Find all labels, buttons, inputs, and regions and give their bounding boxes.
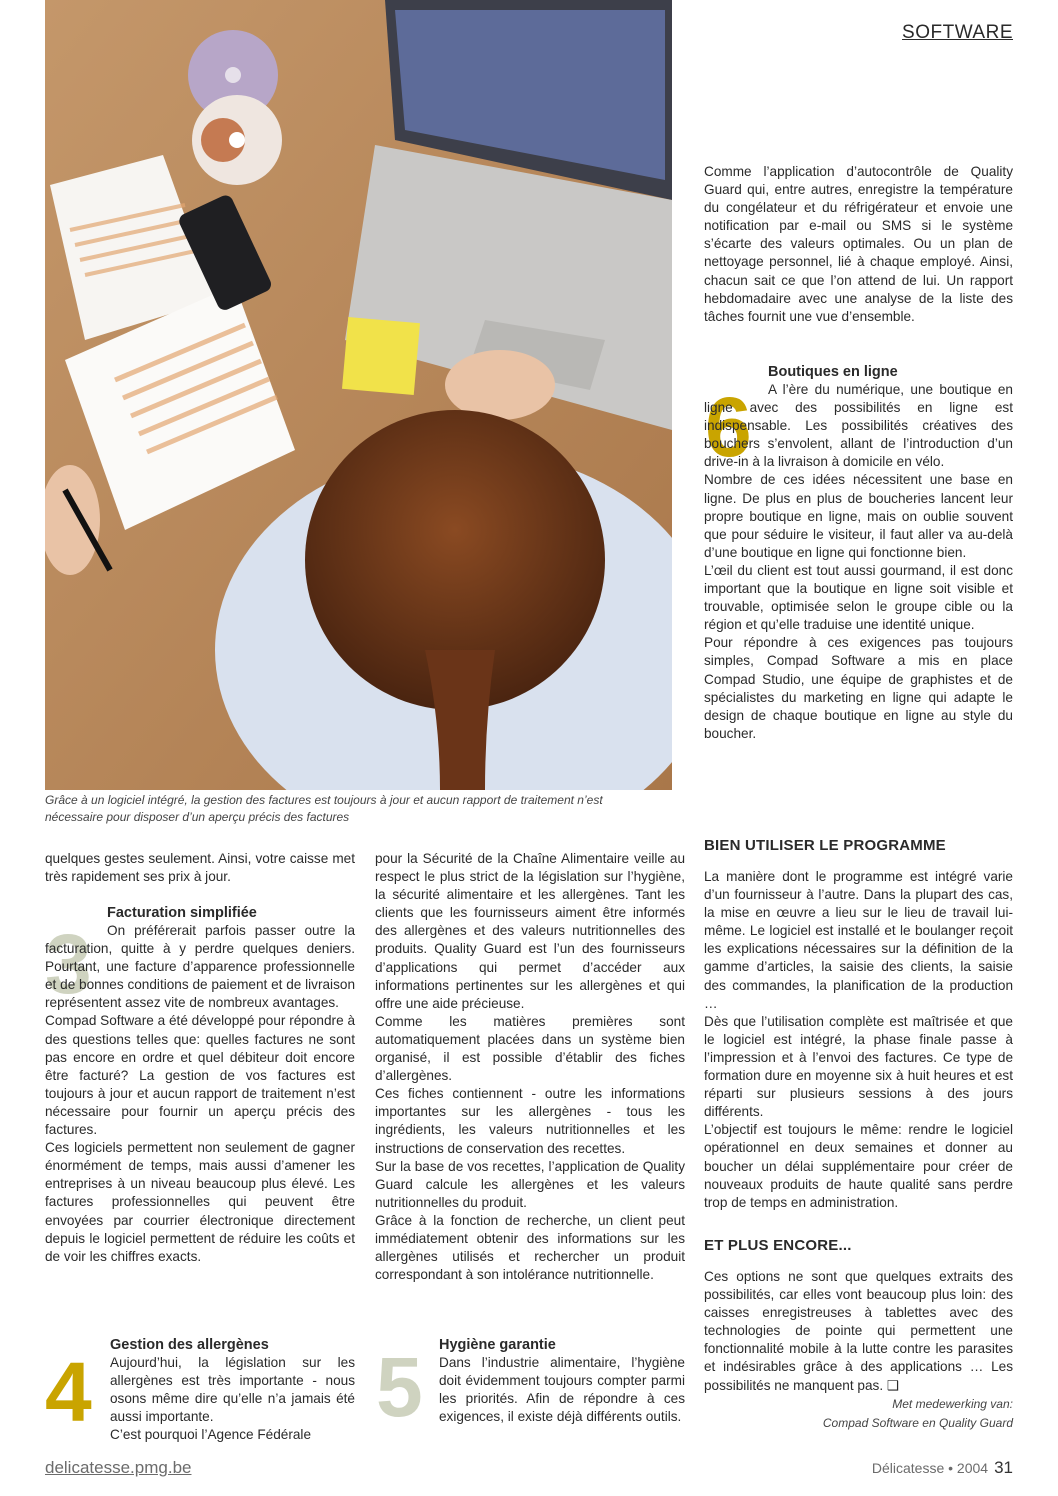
section-3-paragraph-1: On préférerait parfois passer outre la facturation, quitte à y perdre quelques deniers. Pourtant, une facture d’apparence professionnelle et de bonnes conditions de paiement et de livraison représentent assez vite de nombreux avantages. bbox=[45, 923, 355, 1011]
bien-utiliser-paragraph-3: L’objectif est toujours le même: rendre le logiciel opérationnel en deux semaines et donner au boucher un délai supplémentaire pour créer de nouveaux produits de haute qualité sans perdre trop de temps en administration. bbox=[704, 1122, 1013, 1210]
section-number-3: 3 bbox=[45, 917, 92, 1011]
section-6-paragraph-3: L’œil du client est tout aussi gourmand, il est donc important que la boutique en ligne soit visible et trouvable, optimisée selon le groupe cible ou la région et qu’elle traduise une identité unique. bbox=[704, 562, 1013, 633]
section-number-4: 4 bbox=[45, 1345, 92, 1439]
col3-paragraph-1: Comme l’application d’autocontrôle de Quality Guard qui, entre autres, enregistre la température du congélateur et du réfrigérateur et envoie une notification par e-mail ou SMS si le système s’écarte des valeurs optimales. Ou un plan de nettoyage personnel, lié à chaque employé. Ainsi, chacun sait ce que l’on attend de lui. Un rapport hebdomadaire avec une analyse de la liste des tâches fournit une vue d’ensemble. bbox=[704, 164, 1013, 324]
section-3-paragraph-3: Ces logiciels permettent non seulement de gagner énormément de temps, mais aussi d’amener les entreprises à un niveau beaucoup plus élevé. Les factures professionnelles qui peuvent être envoyées par courrier électronique directement depuis le logiciel permettent de réduire les coûts et de voir les chiffres exacts. bbox=[45, 1140, 355, 1264]
plus-encore-text: Ces options ne sont que quelques extraits des possibilités, car elles vont beaucoup plus loin: des caisses enregistreuses à tablettes avec des technologies de pointe qui permettent une fonctionnalité mobile à la lutte contre les parasites et indésirables grâce à des applications … Les possibilités ne manquent pas. bbox=[704, 1269, 1013, 1393]
section-tag: SOFTWARE bbox=[902, 22, 1013, 43]
column-3-top bbox=[704, 163, 1013, 326]
section-4-body bbox=[110, 1336, 355, 1444]
heading-bien-utiliser: BIEN UTILISER LE PROGRAMME bbox=[704, 837, 946, 854]
col2-paragraph-1: pour la Sécurité de la Chaîne Alimentaire veille au respect le plus strict de la législation sur l’hygiène, la sécurité alimentaire et les allergènes. Tant les clients que les fournisseurs aiment être informés des allergènes et des valeurs nutritionnelles des produits. Quality Guard est l’un des fournisseurs d’applications qui permet d’accéder aux informations pertinentes sur les allergènes et qui offre une aide précieuse. bbox=[375, 851, 685, 1011]
plus-encore-paragraph bbox=[704, 1268, 1013, 1395]
section-3-head bbox=[107, 904, 355, 922]
column-1 bbox=[45, 850, 355, 886]
section-4-title: Gestion des allergènes bbox=[110, 1337, 269, 1353]
section-bien-utiliser bbox=[704, 837, 1013, 1212]
section-3-body bbox=[45, 917, 355, 1266]
col2-paragraph-5: Grâce à la fonction de recherche, un client peut immédiatement obtenir des informations sur les allergènes utilisés et rechercher un produit correspondant à son intolérance nutritionnelle. bbox=[375, 1212, 685, 1283]
intro-paragraph: quelques gestes seulement. Ainsi, votre caisse met très rapidement ses prix à jour. bbox=[45, 851, 355, 885]
credit-line-2: Compad Software en Quality Guard bbox=[822, 1415, 1013, 1430]
magazine-issue: Délicatesse • 2004 bbox=[871, 1460, 989, 1476]
end-mark-icon: ❑ bbox=[886, 1377, 900, 1393]
col2-paragraph-4: Sur la base de vos recettes, l’application de Quality Guard calcule les allergènes et les valeurs nutritionnelles du produit. bbox=[375, 1158, 685, 1210]
section-6-paragraph-4: Pour répondre à ces exigences pas toujours simples, Compad Software a mis en place Compad Studio, une équipe de graphistes et de spécialistes du marketing en ligne qui adapte le design de chaque boutique en ligne au style du boucher. bbox=[704, 635, 1013, 741]
section-5-title: Hygiène garantie bbox=[439, 1337, 556, 1353]
heading-plus-encore: ET PLUS ENCORE... bbox=[704, 1237, 852, 1254]
hand bbox=[445, 350, 555, 420]
section-number-6: 6 bbox=[705, 380, 752, 474]
section-6-title: Boutiques en ligne bbox=[768, 364, 898, 380]
section-number-5: 5 bbox=[376, 1340, 423, 1434]
section-plus-encore bbox=[704, 1237, 1013, 1433]
article-photo bbox=[45, 0, 672, 790]
desk-illustration bbox=[45, 0, 672, 790]
photo-caption: Grâce à un logiciel intégré, la gestion des factures est toujours à jour et aucun rapport de traitement n’est nécessaire pour disposer d’un aperçu précis des factures bbox=[45, 793, 603, 824]
section-6-paragraph-2: Nombre de ces idées nécessitent une base en ligne. De plus en plus de boucheries lancent leur propre boutique en ligne, mais on oublie souvent que pour séduire le visiteur, il faut aller va au-delà d’une boutique en ligne qui fonctionne bien. bbox=[704, 472, 1013, 560]
section-5-paragraph-1: Dans l’industrie alimentaire, l’hygiène doit évidemment toujours compter parmi les priorités. Afin de répondre à ces exigences, il existe déjà différents outils. bbox=[439, 1355, 685, 1425]
column-2 bbox=[375, 850, 685, 1284]
sticky-note bbox=[342, 317, 420, 395]
section-6-head bbox=[768, 363, 1013, 381]
website-link[interactable]: delicatesse.pmg.be bbox=[45, 1458, 192, 1477]
page-number: 31 bbox=[994, 1458, 1013, 1477]
section-5-body bbox=[439, 1336, 685, 1426]
section-3-title: Facturation simplifiée bbox=[107, 905, 257, 921]
section-6-paragraph-1: A l’ère du numérique, une boutique en ligne avec des possibilités en ligne est indispensable. Les possibilités créatives des bouchers s’envolent, allant de l’introduction d’un drive-in à la livraison à domicile en vélo. bbox=[704, 382, 1013, 470]
section-4-paragraph-1: Aujourd’hui, la législation sur les allergènes est très importante - nous osons même dire qu’elle n’a jamais été aussi importante. bbox=[110, 1355, 355, 1425]
bien-utiliser-paragraph-2: Dès que l’utilisation complète est maîtrisée et que le logiciel est intégré, la phase finale passe à l’impression et à l’envoi des factures. Ce type de formation dure en moyenne six à huit heures et est réparti sur plusieurs sessions à des jours différents. bbox=[704, 1013, 1013, 1120]
footer-info bbox=[872, 1458, 1013, 1478]
section-6-body bbox=[704, 381, 1013, 743]
bien-utiliser-paragraph-1: La manière dont le programme est intégré varie d’un fournisseur à l’autre. Dans la plupart des cas, la mise en œuvre a lieu sur le lieu de travail lui-même. Le logiciel est installé et le boulanger reçoit les explications nécessaires sur la définition de la gamme d’articles, la saisie des clients, la saisie des commandes, la planification de la production … bbox=[704, 869, 1013, 1011]
col2-paragraph-2: Comme les matières premières sont automatiquement placées dans un système bien organisé, il est possible d’établir des fiches d’allergènes. bbox=[375, 1013, 685, 1084]
section-4-paragraph-2: C’est pourquoi l’Agence Fédérale bbox=[110, 1427, 312, 1443]
section-3-paragraph-2: Compad Software a été développé pour répondre à des questions telles que: quelles factures ne sont pas encore en ordre et quel débiteur doit encore être facturé? La gestion de vos factures est toujours à jour et aucun rapport de traitement n’est nécessaire pour fournir un aperçu précis des factures. bbox=[45, 1013, 355, 1138]
credit-line-1: Met medewerking van: bbox=[892, 1396, 1013, 1411]
col2-paragraph-3: Ces fiches contiennent - outre les informations importantes sur les allergènes - tous les ingrédients, les valeurs nutritionnelles et les instructions de conservation des recettes. bbox=[375, 1086, 685, 1156]
